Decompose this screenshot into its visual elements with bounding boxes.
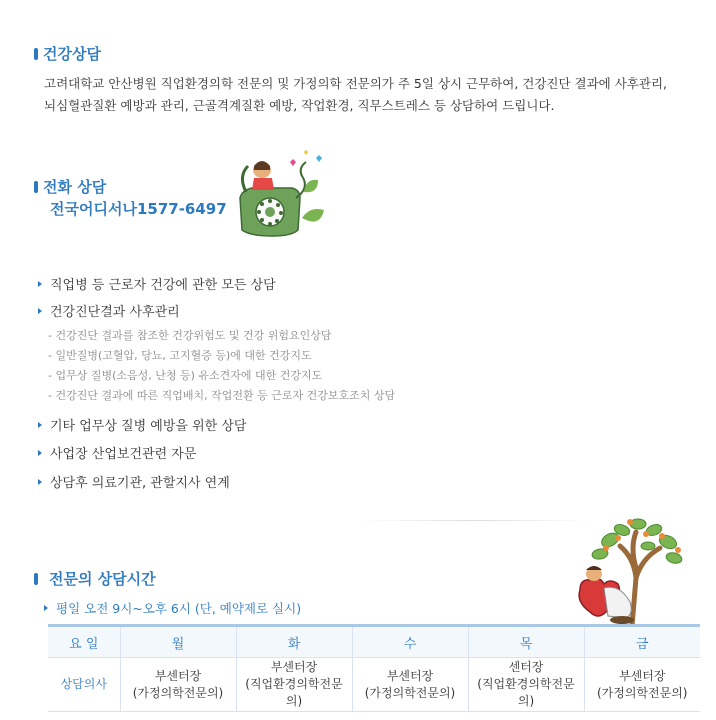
schedule-table: [48, 624, 700, 712]
service-item: 사업장 산업보건관련 자문: [38, 443, 196, 462]
counsel-section-title: [34, 43, 101, 64]
counsel-intro: [44, 73, 667, 117]
phone-number: 전국어디서나1577-6497: [50, 200, 227, 218]
arrow-right-icon: [44, 605, 48, 611]
day-header: 금: [584, 626, 700, 658]
day-header: 수: [352, 626, 468, 658]
arrow-right-icon: [38, 450, 42, 456]
doctor-cell: 부센터장 (가정의학전문의): [584, 658, 700, 712]
schedule-header-row: [48, 626, 700, 658]
arrow-right-icon: [38, 308, 42, 314]
schedule-doctor-row: [48, 658, 700, 712]
schedule-title-text: 전문의 상담시간: [49, 570, 156, 588]
service-item: 기타 업무상 질병 예방을 위한 상담: [38, 415, 246, 434]
doctor-cell: 부센터장 (가정의학전문의): [352, 658, 468, 712]
day-header-label: 요 일: [48, 626, 120, 658]
section-bullet-icon: [34, 181, 38, 193]
doctor-cell: 부센터장 (직업환경의학전문의): [236, 658, 352, 712]
service-item: 건강진단결과 사후관리: [38, 301, 180, 320]
followup-detail: - 건강진단 결과에 따른 직업배치, 작업전환 등 근로자 건강보호조치 상담: [48, 389, 396, 402]
day-header: 월: [120, 626, 236, 658]
service-item: 직업병 등 근로자 건강에 관한 모든 상담: [38, 274, 276, 293]
doctor-cell: 센터장 (직업환경의학전문의): [468, 658, 584, 712]
followup-detail: - 업무상 질병(소음성, 난청 등) 유소견자에 대한 건강지도: [48, 369, 323, 382]
counsel-intro-line2: 뇌심혈관질환 예방과 관리, 근골격계질환 예방, 작업환경, 직무스트레스 등 상담하여 드립니다.: [44, 98, 555, 113]
phone-section-title: [34, 176, 106, 197]
section-bullet-icon: [34, 48, 38, 60]
decorative-divider: [360, 520, 590, 521]
counsel-intro-line1: 고려대학교 안산병원 직업환경의학 전문의 및 가정의학 전문의가 주 5일 상시 근무하여, 건강진단 결과에 사후관리,: [44, 76, 668, 91]
phone-title-text: 전화 상담: [43, 178, 107, 196]
doctor-row-label: 상담의사: [48, 658, 120, 712]
consult-hours: 평일 오전 9시~오후 6시 (단, 예약제로 실시): [44, 599, 301, 617]
service-item: 상담후 의료기관, 관할지사 연계: [38, 472, 230, 491]
day-header: 목: [468, 626, 584, 658]
arrow-right-icon: [38, 479, 42, 485]
counsel-title-text: 건강상담: [43, 45, 101, 63]
schedule-section-title: [34, 568, 156, 589]
day-header: 화: [236, 626, 352, 658]
tree-heart-illustration: [560, 518, 710, 628]
section-bullet-icon: [34, 573, 38, 585]
arrow-right-icon: [38, 281, 42, 287]
phone-counsel-illustration: [232, 148, 328, 240]
followup-detail: - 일반질병(고혈압, 당뇨, 고지혈증 등)에 대한 건강지도: [48, 349, 312, 362]
doctor-cell: 부센터장 (가정의학전문의): [120, 658, 236, 712]
arrow-right-icon: [38, 422, 42, 428]
followup-detail: - 건강진단 결과를 참조한 건강위험도 및 건강 위험요인상담: [48, 329, 332, 342]
